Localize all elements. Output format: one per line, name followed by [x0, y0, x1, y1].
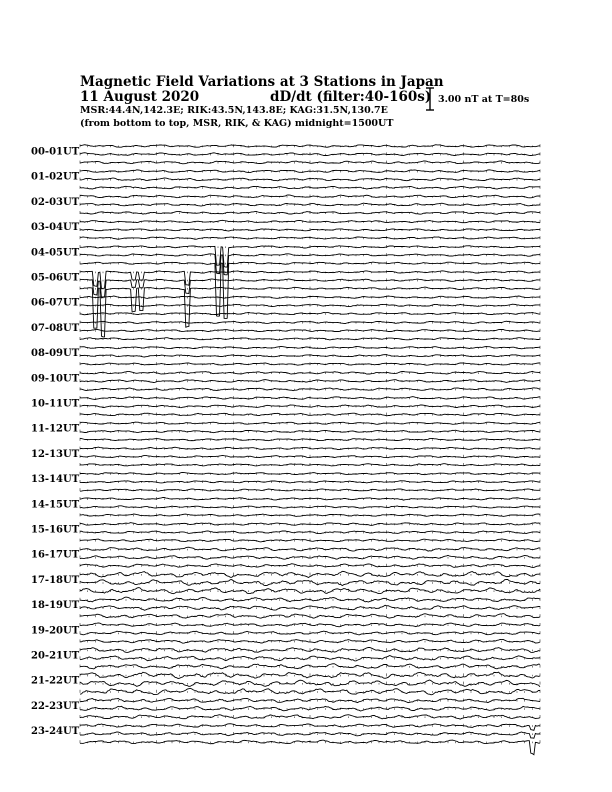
station-trace — [80, 614, 540, 619]
station-trace — [80, 580, 540, 586]
hour-label: 19-20UT — [31, 625, 80, 637]
chart-date: 11 August 2020 — [80, 89, 200, 105]
hour-label: 12-13UT — [31, 448, 80, 460]
station-trace — [80, 571, 540, 577]
station-trace — [80, 211, 540, 214]
station-trace — [80, 304, 540, 307]
hour-label: 22-23UT — [31, 700, 80, 712]
station-trace — [80, 220, 540, 223]
hour-label: 00-01UT — [31, 146, 80, 158]
station-trace — [80, 228, 540, 231]
hour-label: 09-10UT — [31, 373, 80, 385]
chart-quantity: dD/dt (filter:40-160s) — [270, 89, 432, 105]
hour-label: 16-17UT — [31, 549, 80, 561]
station-trace — [80, 261, 540, 318]
hour-label: 05-06UT — [31, 272, 80, 284]
station-trace — [80, 623, 540, 627]
station-trace — [80, 329, 540, 332]
station-trace — [80, 740, 540, 755]
hour-label: 11-12UT — [31, 423, 80, 435]
station-trace — [80, 295, 540, 298]
station-trace — [80, 715, 540, 719]
station-trace — [80, 547, 540, 551]
station-trace — [80, 513, 540, 516]
station-trace — [80, 732, 540, 738]
station-trace — [80, 605, 540, 610]
station-trace — [80, 321, 540, 324]
trace-area — [80, 144, 540, 755]
chart-header — [80, 74, 529, 129]
station-trace — [80, 488, 540, 491]
station-trace — [80, 430, 540, 433]
station-trace — [80, 379, 540, 382]
hour-label: 08-09UT — [31, 348, 80, 360]
hour-label: 07-08UT — [31, 322, 80, 334]
station-trace — [80, 186, 540, 189]
station-trace — [80, 631, 540, 635]
station-trace — [80, 396, 540, 399]
station-trace — [80, 371, 540, 374]
station-trace — [80, 539, 540, 542]
hour-label: 14-15UT — [31, 499, 80, 511]
station-trace — [80, 413, 540, 416]
scale-bar-label: 3.00 nT at T=80s — [438, 94, 530, 105]
hour-label: 20-21UT — [31, 650, 80, 662]
hour-label: 01-02UT — [31, 171, 80, 183]
station-trace — [80, 639, 540, 643]
station-trace — [80, 463, 540, 466]
station-trace — [80, 530, 540, 533]
hour-label: 18-19UT — [31, 600, 80, 612]
trace-line — [80, 724, 540, 731]
hour-label: 02-03UT — [31, 196, 80, 208]
station-trace — [80, 161, 540, 164]
station-trace — [80, 362, 540, 365]
station-trace — [80, 564, 540, 568]
station-trace — [80, 203, 540, 206]
station-coordinates: MSR:44.4N,142.3E; RIK:43.5N,143.8E; KAG:31.5N,130.7E — [80, 105, 388, 116]
station-trace — [80, 480, 540, 483]
station-trace — [80, 421, 540, 424]
hour-label: 06-07UT — [31, 297, 80, 309]
hour-label: 13-14UT — [31, 474, 80, 486]
hour-label: 21-22UT — [31, 675, 80, 687]
hour-labels — [31, 147, 80, 738]
station-trace — [80, 337, 540, 340]
station-order-note: (from bottom to top, MSR, RIK, & KAG) midnight=1500UT — [80, 118, 394, 129]
hour-label: 17-18UT — [31, 574, 80, 586]
station-trace — [80, 144, 540, 147]
station-trace — [80, 522, 540, 525]
station-trace — [80, 472, 540, 475]
station-trace — [80, 447, 540, 450]
station-trace — [80, 346, 540, 349]
station-trace — [80, 724, 540, 731]
station-trace — [80, 169, 540, 172]
station-trace — [80, 236, 540, 239]
station-trace — [80, 497, 540, 500]
station-trace — [80, 588, 540, 594]
station-trace — [80, 698, 540, 702]
station-trace — [80, 706, 540, 711]
hour-label: 10-11UT — [31, 398, 80, 410]
station-trace — [80, 672, 540, 678]
station-trace — [80, 505, 540, 508]
station-trace — [80, 438, 540, 441]
station-trace — [80, 404, 540, 407]
station-trace — [80, 195, 540, 198]
station-trace — [80, 178, 540, 181]
hour-label: 15-16UT — [31, 524, 80, 536]
chart-title: Magnetic Field Variations at 3 Stations in Japan — [80, 74, 444, 90]
hour-label: 04-05UT — [31, 247, 80, 259]
station-trace — [80, 455, 540, 458]
station-trace — [80, 597, 540, 602]
station-trace — [80, 387, 540, 390]
trace-line — [80, 664, 540, 669]
station-trace — [80, 555, 540, 559]
station-trace — [80, 688, 540, 695]
station-trace — [80, 656, 540, 661]
station-trace — [80, 648, 540, 653]
station-trace — [80, 664, 540, 669]
hour-label: 23-24UT — [31, 726, 80, 738]
hour-label: 03-04UT — [31, 222, 80, 234]
station-trace — [80, 152, 540, 155]
station-trace — [80, 354, 540, 357]
station-trace — [80, 680, 540, 687]
station-trace — [80, 312, 540, 315]
